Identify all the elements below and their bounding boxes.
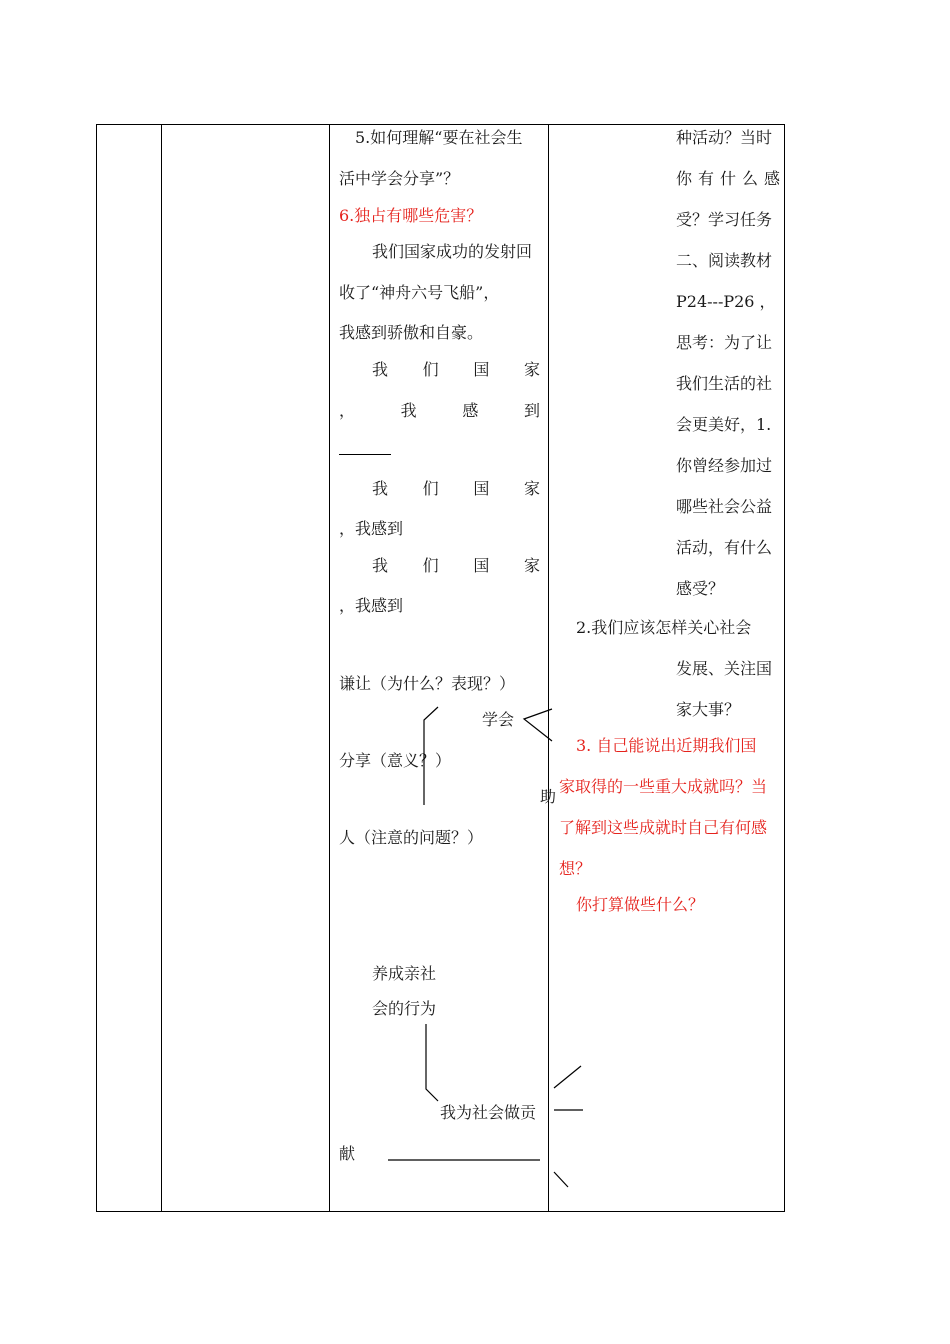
word: 家 [523,360,540,379]
col4-line-1: 种活动？当时 [676,128,773,147]
col4-line-10: 哪些社会公益 [676,497,773,516]
bracket-lower [426,1024,438,1101]
word: 感 [462,401,479,420]
paragraph-line3: 我感到骄傲和自豪。 [339,323,484,342]
paragraph-line1: 我们国家成功的发射回 [372,242,533,261]
word: 家 [523,479,540,498]
col4-q3-line2: 家取得的一些重大成就吗？当 [559,777,768,796]
question-5-line2: 活中学会分享”？ [339,169,460,188]
arrow-fork [524,709,552,741]
word: 国 [473,479,490,498]
col4-line-4: 二、阅读教材 [676,251,773,270]
col4-q3-line3: 了解到这些成就时自己有何感 [559,818,768,837]
col4-q3-line5: 你打算做些什么？ [576,895,705,914]
col4-line-8: 会更美好，1. [676,415,772,434]
diagram-yangcheng-line2: 会的行为 [372,999,437,1018]
col4-line-6: 思考：为了让 [676,333,773,352]
word: 国 [473,556,490,575]
word: 我 [400,401,417,420]
col4-q2-line3: 家大事？ [676,700,741,719]
col4-line-2: 你有什么感 [676,169,787,188]
bracket-upper [424,707,438,805]
branch-top [554,1066,581,1088]
word: 家 [523,556,540,575]
question-5-line1: 5.如何理解“要在社会生 [355,128,523,147]
col4-line-5: P24---P26 ， [676,292,776,311]
diagram-qianrang: 谦让（为什么？表现？） [339,674,516,693]
col4-q2-line1: 2.我们应该怎样关心社会 [576,618,752,637]
diagram-yangcheng-line1: 养成亲社 [372,964,437,983]
col4-q2-line2: 发展、关注国 [676,659,773,678]
col4-line-9: 你曾经参加过 [676,456,773,475]
word: 们 [422,556,439,575]
word: 们 [422,479,439,498]
col4-line-12: 感受？ [676,579,725,598]
diagram-xian: 献 [339,1144,356,1163]
word: 我 [372,479,389,498]
diagram-gongxian: 我为社会做贡 [440,1103,537,1122]
branch-bottom [554,1172,568,1187]
word: 我 [372,556,389,575]
fill-in-2-line2: ，我感到 [339,519,404,538]
fill-in-3-line2: ，我感到 [339,596,404,615]
col4-line-7: 我们生活的社 [676,374,773,393]
word: 我 [372,360,389,379]
word: ， [339,401,356,420]
word: 到 [523,401,540,420]
word: 国 [473,360,490,379]
diagram-fenxiang: 分享（意义？） [339,751,452,770]
col4-line-11: 活动，有什么 [676,538,773,557]
col4-q3-line4: 想？ [559,859,592,878]
diagram-zhu: 助 [540,787,557,806]
diagram-xuehui: 学会 [482,710,515,729]
paragraph-line2: 收了“神舟六号飞船”， [339,283,500,302]
col4-line-3: 受？学习任务 [676,210,773,229]
word: 们 [422,360,439,379]
question-6: 6.独占有哪些危害？ [339,206,483,225]
col4-q3-line1: 3. 自己能说出近期我们国 [576,736,757,755]
diagram-ren: 人（注意的问题？） [339,828,484,847]
